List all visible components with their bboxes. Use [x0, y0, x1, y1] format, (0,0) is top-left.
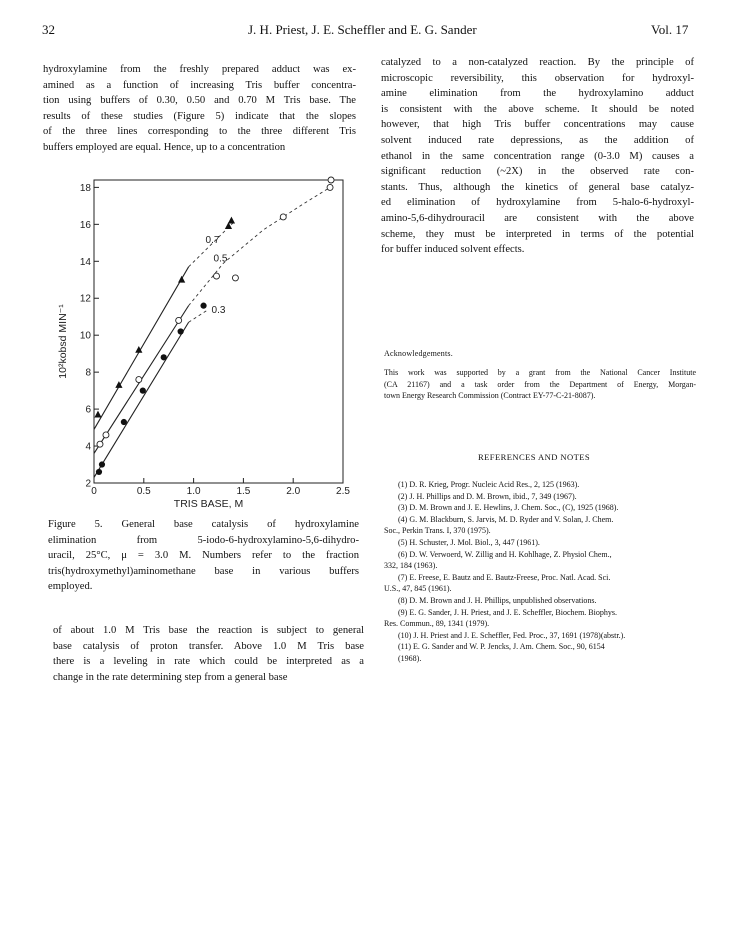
- acknowledgements-text: [384, 367, 696, 402]
- reference-line: (11) E. G. Sander and W. P. Jencks, J. Am. Chem. Soc., 90, 6154: [398, 642, 605, 652]
- y-tick-label: 10: [79, 330, 91, 342]
- data-point-filled-circle: [140, 388, 146, 394]
- right-column-text: [381, 55, 694, 258]
- reference-line: (3) D. M. Brown and J. E. Hewlins, J. Chem. Soc., (C), 1925 (1968).: [398, 503, 619, 513]
- acknowledgement-line: town Energy Research Commission (Contract EY-77-C-21-8087).: [384, 391, 596, 401]
- data-point-filled-circle: [200, 303, 206, 309]
- text-line: significant reduction (~2X) in the observed rate con-: [381, 166, 694, 178]
- reference-line: (6) D. W. Verwoerd, W. Zillig and H. Kohlhage, Z. Physiol Chem.,: [398, 549, 612, 559]
- dashed-curve: [189, 309, 209, 322]
- text-line: is consistent with the above scheme. It should be noted: [381, 103, 694, 115]
- text-line: scheme, they must be interpreted in terms of the potential: [381, 228, 694, 240]
- data-point-open-circle: [103, 432, 109, 438]
- acknowledgement-line: This work was supported by a grant from the National Cancer Institute: [384, 368, 696, 377]
- acknowledgement-line: (CA 21167) and a task order from the Department of Energy, Morgan-: [384, 379, 696, 389]
- text-line: of about 1.0 M Tris base the reaction is subject to general: [53, 625, 364, 636]
- text-line: ed elimination of hydroxylamine from 5-halo-6-hydroxyl-: [381, 197, 694, 209]
- text-line: base catalysis of proton transfer. Above 1.0 M Tris base: [53, 640, 364, 652]
- text-line: microscopic reversibility, this observation for hydroxyl-: [381, 72, 694, 84]
- y-tick-label: 2: [85, 478, 91, 490]
- text-line: tion using buffers of 0.30, 0.50 and 0.70 M Tris base. The: [43, 95, 356, 107]
- fit-line: [94, 322, 189, 477]
- series-label: 0.5: [213, 253, 228, 265]
- text-line: catalyzed to a non-catalyzed reaction. By the principle of: [381, 57, 694, 68]
- text-line: solvent induced rate depressions, as the addition of: [381, 134, 694, 146]
- left-column-top-text: [43, 62, 356, 156]
- figure-5-caption: [48, 517, 359, 595]
- data-point-filled-circle: [121, 419, 127, 425]
- data-point-filled-circle: [96, 469, 102, 475]
- data-point-triangle: [94, 411, 101, 418]
- data-point-open-circle: [232, 275, 238, 281]
- text-line: there is a leveling in rate which could be interpreted as a: [53, 656, 364, 668]
- y-tick-label: 12: [79, 293, 91, 305]
- page-number: 32: [42, 22, 55, 37]
- volume-label: Vol. 17: [651, 22, 689, 37]
- text-line: amined as a function of increasing Tris buffer concentra-: [43, 79, 356, 91]
- x-tick-label: 0: [91, 486, 97, 497]
- caption-line: tris(hydroxymethyl)aminomethane base in various buffers: [48, 565, 359, 577]
- text-line: buffers employed are equal. Hence, up to a concentration: [43, 141, 286, 153]
- x-tick-label: 2.0: [286, 486, 301, 497]
- caption-line: Figure 5. General base catalysis of hydroxylamine: [48, 519, 359, 530]
- reference-line: U.S., 47, 845 (1961).: [384, 584, 452, 594]
- text-line: results of these studies (Figure 5) indicate that the slopes: [43, 110, 356, 122]
- running-header-authors: J. H. Priest, J. E. Scheffler and E. G. Sander: [248, 22, 477, 37]
- data-point-filled-circle: [178, 328, 184, 334]
- acknowledgements-heading: Acknowledgements.: [384, 349, 453, 358]
- data-point-filled-circle: [161, 354, 167, 360]
- data-point-open-circle: [176, 317, 182, 323]
- reference-line: Soc., Perkin Trans. I, 370 (1975).: [384, 526, 491, 536]
- reference-line: Res. Commun., 89, 1341 (1979).: [384, 619, 490, 629]
- data-point-filled-circle: [99, 461, 105, 467]
- text-line: stants. Thus, although the kinetics of general base catalyz-: [381, 181, 694, 193]
- y-tick-label: 14: [79, 256, 91, 268]
- reference-line: (9) E. G. Sander, J. H. Priest, and J. E. Scheffler, Biochem. Biophys.: [398, 607, 617, 617]
- left-column-bottom-text: [53, 623, 364, 685]
- y-tick-label: 4: [85, 441, 91, 453]
- y-tick-label: 8: [85, 367, 91, 379]
- reference-line: (7) E. Freese, E. Bautz and E. Bautz-Freese, Proc. Natl. Acad. Sci.: [398, 572, 611, 582]
- y-axis-label: 10²kobsd MIN⁻¹: [57, 304, 69, 379]
- reference-line: 332, 184 (1963).: [384, 561, 438, 571]
- text-line: for buffer induced solvent effects.: [381, 244, 525, 256]
- text-line: hydroxylamine from the freshly prepared adduct was ex-: [43, 64, 356, 75]
- x-tick-label: 1.5: [236, 486, 251, 497]
- reference-line: (1) D. R. Krieg, Progr. Nucleic Acid Res., 2, 125 (1963).: [398, 480, 580, 489]
- data-point-open-circle: [327, 184, 333, 190]
- reference-line: (1968).: [398, 653, 422, 663]
- x-tick-label: 0.5: [136, 486, 151, 497]
- data-point-triangle: [228, 217, 235, 224]
- references-heading: REFERENCES AND NOTES: [478, 452, 591, 462]
- caption-line: employed.: [48, 581, 93, 593]
- data-point-triangle: [178, 276, 185, 283]
- caption-line: uracil, 25°C, μ = 3.0 M. Numbers refer to the fraction: [48, 550, 359, 562]
- data-point-open-circle: [97, 441, 103, 447]
- series-label: 0.7: [205, 234, 220, 246]
- references-list: [384, 479, 704, 665]
- series-label: 0.3: [211, 305, 226, 317]
- text-line: amino-5,6-dihydrouracil are consistent with the above: [381, 212, 694, 224]
- data-point-open-circle: [136, 377, 142, 383]
- figure-5-chart: [48, 165, 358, 517]
- reference-line: (5) H. Schuster, J. Mol. Biol., 3, 447 (1961).: [398, 537, 540, 547]
- text-line: of the three lines corresponding to the three different Tris: [43, 126, 356, 138]
- reference-line: (2) J. H. Phillips and D. M. Brown, ibid., 7, 349 (1967).: [398, 491, 577, 501]
- y-tick-label: 16: [79, 219, 91, 231]
- fit-line: [94, 267, 189, 430]
- text-line: amine elimination from the hydroxylamino adduct: [381, 88, 694, 100]
- text-line: however, that high Tris buffer concentrations may cause: [381, 119, 694, 131]
- plot-frame: [94, 180, 343, 483]
- x-tick-label: 2.5: [336, 486, 350, 497]
- data-point-open-circle: [280, 214, 286, 220]
- data-point-open-circle: [214, 273, 220, 279]
- data-point-open-circle: [328, 177, 334, 183]
- x-axis-label: TRIS BASE, M: [173, 498, 244, 510]
- x-tick-label: 1.0: [186, 486, 201, 497]
- y-tick-label: 6: [85, 404, 91, 416]
- y-tick-label: 18: [79, 182, 91, 194]
- caption-line: elimination from 5-iodo-6-hydroxylamino-5,6-dihydro-: [48, 534, 359, 546]
- text-line: change in the rate determining step from a general base: [53, 671, 288, 683]
- reference-line: (10) J. H. Priest and J. E. Scheffler, Fed. Proc., 37, 1691 (1978)(abstr.).: [398, 630, 626, 640]
- reference-line: (8) D. M. Brown and J. H. Phillips, unpublished observations.: [398, 595, 597, 605]
- text-line: ethanol in the same concentration range (0-3.0 M) causes a: [381, 150, 694, 162]
- reference-line: (4) G. M. Blackburn, S. Jarvis, M. D. Ryder and V. Solan, J. Chem.: [398, 514, 614, 524]
